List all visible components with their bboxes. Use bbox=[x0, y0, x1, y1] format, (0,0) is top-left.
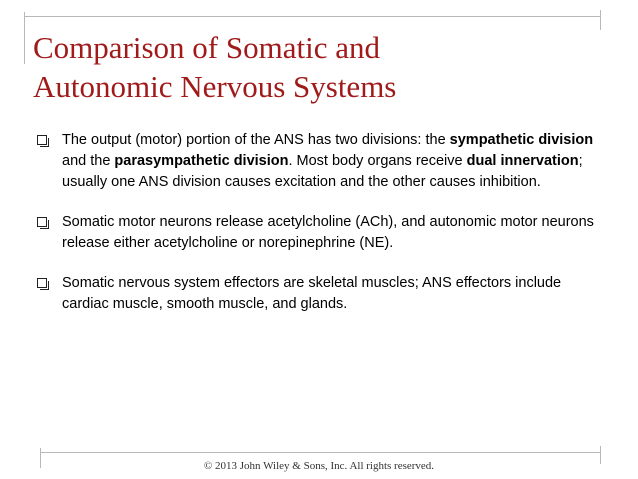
slide-title bbox=[33, 28, 593, 106]
square-bullet-icon bbox=[37, 278, 47, 288]
square-bullet-icon bbox=[37, 217, 47, 227]
bullet-text: and the bbox=[62, 153, 115, 169]
bullet-bold-term: parasympathetic division bbox=[114, 153, 289, 169]
frame-line-top bbox=[24, 16, 600, 17]
bullet-item-ans-divisions bbox=[36, 130, 596, 193]
frame-line-right-top bbox=[600, 10, 601, 30]
bullet-text: Somatic nervous system effectors are skeletal muscles; ANS effectors include cardiac muscle, smooth muscle, and glands. bbox=[62, 275, 562, 312]
bullet-bold-term: dual innervation bbox=[466, 153, 579, 169]
square-bullet-icon bbox=[37, 135, 47, 145]
bullet-list bbox=[36, 130, 596, 315]
bullet-text: The output (motor) portion of the ANS has two divisions: the bbox=[62, 132, 450, 148]
frame-line-bottom bbox=[40, 452, 600, 453]
bullet-item-effectors bbox=[36, 273, 596, 315]
bullet-item-neurotransmitters bbox=[36, 212, 596, 254]
bullet-bold-term: sympathetic division bbox=[449, 132, 594, 148]
bullet-text: . Most body organs receive bbox=[288, 153, 467, 169]
slide-title-line-1: Comparison of Somatic and bbox=[33, 30, 380, 65]
copyright-footer: © 2013 John Wiley & Sons, Inc. All rights reserved. bbox=[203, 460, 435, 472]
frame-line-left-top bbox=[24, 12, 25, 64]
bullet-text: Somatic motor neurons release acetylcholine (ACh), and autonomic motor neurons release either acetylcholine or norepinephrine (NE). bbox=[62, 214, 594, 251]
slide-title-line-2: Autonomic Nervous Systems bbox=[33, 69, 397, 104]
bullet-text: ; usually one ANS division causes excitation and the other causes inhibition. bbox=[62, 153, 583, 190]
